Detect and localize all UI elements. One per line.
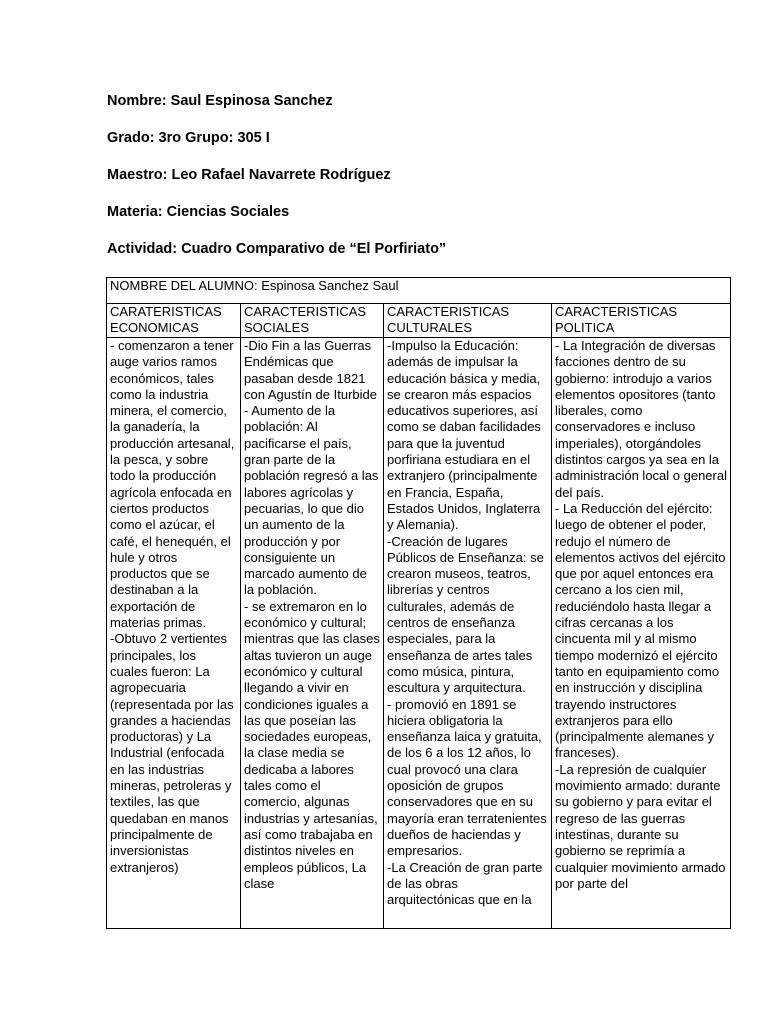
header-sociales: CARACTERISTICAS SOCIALES xyxy=(241,304,384,338)
header-culturales: CARACTERISTICAS CULTURALES xyxy=(384,304,552,338)
political-item: -La represión de cualquier movimiento armado: durante su gobierno y para evitar el regreso de las guerras intestinas, durante su gobierno se reprimía a cualquier movimiento armado por parte del xyxy=(555,761,726,891)
economic-item: - comenzaron a tener auge varios ramos económicos, tales como la industria minera, el comercio, la ganadería, la producción artesanal, la pesca, y sobre todo la producción agrícola enfocada en ciertos productos como el azúcar, el café, el henequén, el hule y otros productos que se destinaban a la exportación de materias primas. xyxy=(110,338,235,631)
activity-line: Actividad: Cuadro Comparativo de “El Porfiriato” xyxy=(107,241,447,257)
cell-politica xyxy=(552,338,731,929)
comparison-table xyxy=(106,277,731,929)
header-politica: CARACTERISTICAS POLITICA xyxy=(552,304,731,338)
header-economicas: CARATERISTICAS ECONOMICAS xyxy=(107,304,241,338)
political-item: - La Reducción del ejército: luego de obtener el poder, redujo el número de elementos activos del ejército que por aquel entonces era cercano a los cien mil, reduciéndolo hasta llegar a cifras cercanas a los cincuenta mil y al mismo tiempo modernizó el ejército tanto en equipamiento como en instrucción y disciplina trayendo instructores extranjeros para ello (principalmente alemanes y franceses). xyxy=(555,500,726,761)
subject-line: Materia: Ciencias Sociales xyxy=(107,204,290,220)
grade-group-line: Grado: 3ro Grupo: 305 I xyxy=(107,130,270,146)
cultural-item: -La Creación de gran parte de las obras arquitectónicas que en la xyxy=(387,859,543,908)
student-name-line: Nombre: Saul Espinosa Sanchez xyxy=(107,93,333,109)
cell-economicas xyxy=(107,338,241,929)
teacher-line: Maestro: Leo Rafael Navarrete Rodríguez xyxy=(107,167,391,183)
student-row-cell: NOMBRE DEL ALUMNO: Espinosa Sanchez Saul xyxy=(107,278,731,304)
economic-item: -Obtuvo 2 vertientes principales, los cuales fueron: La agropecuaria (representada por las grandes a haciendas productoras) y La Industrial (enfocada en las industrias mineras, petroleras y textiles, las que quedaban en manos principalmente de inversionistas extranjeros) xyxy=(110,631,234,875)
political-item: - La Integración de diversas facciones dentro de su gobierno: introdujo a varios elementos opositores (tanto liberales, como conservadores e incluso imperiales), otorgándoles distintos cargos ya sea en la administración local o general del país. xyxy=(555,338,727,500)
column-header-row xyxy=(107,304,731,338)
cultural-item: -Creación de lugares Públicos de Enseñanza: se crearon museos, teatros, librerías y centros culturales, además de centros de enseñanza especiales, para la enseñanza de artes tales como música, pintura, escultura y arquitectura. xyxy=(387,533,544,696)
cultural-item: -Impulso la Educación: además de impulsar la educación básica y media, se crearon más espacios educativos superiores, así como se daban facilidades para que la juventud porfiriana estudiara en el extranjero (principalmente en Francia, España, Estados Unidos, Inglaterra y Alemania). xyxy=(387,338,541,533)
cell-culturales xyxy=(384,338,552,929)
social-item: - Aumento de la población: Al pacificarse el país, gran parte de la población regresó a las labores agrícolas y pecuarias, lo que dio un aumento de la producción y por consiguiente un marcado aumento de la población. xyxy=(244,403,379,598)
student-row xyxy=(107,278,731,304)
social-item: - se extremaron en lo económico y cultural; mientras que las clases altas tuvieron un auge económico y cultural llegando a vivir en condiciones iguales a las que poseían las sociedades europeas, la clase media se dedicaba a labores tales como el comercio, algunas industrias y artesanías, así como trabajaba en distintos niveles en empleos públicos, La clase xyxy=(244,598,380,891)
content-row xyxy=(107,338,731,929)
cell-sociales xyxy=(241,338,384,929)
cultural-item: - promovió en 1891 se hiciera obligatoria la enseñanza laica y gratuita, de los 6 a los 12 años, lo cual provocó una clara oposición de grupos conservadores que en su mayoría eran terratenientes dueños de haciendas y empresarios. xyxy=(387,696,547,859)
social-item: -Dio Fin a las Guerras Endémicas que pasaban desde 1821 con Agustín de Iturbide xyxy=(244,338,377,402)
